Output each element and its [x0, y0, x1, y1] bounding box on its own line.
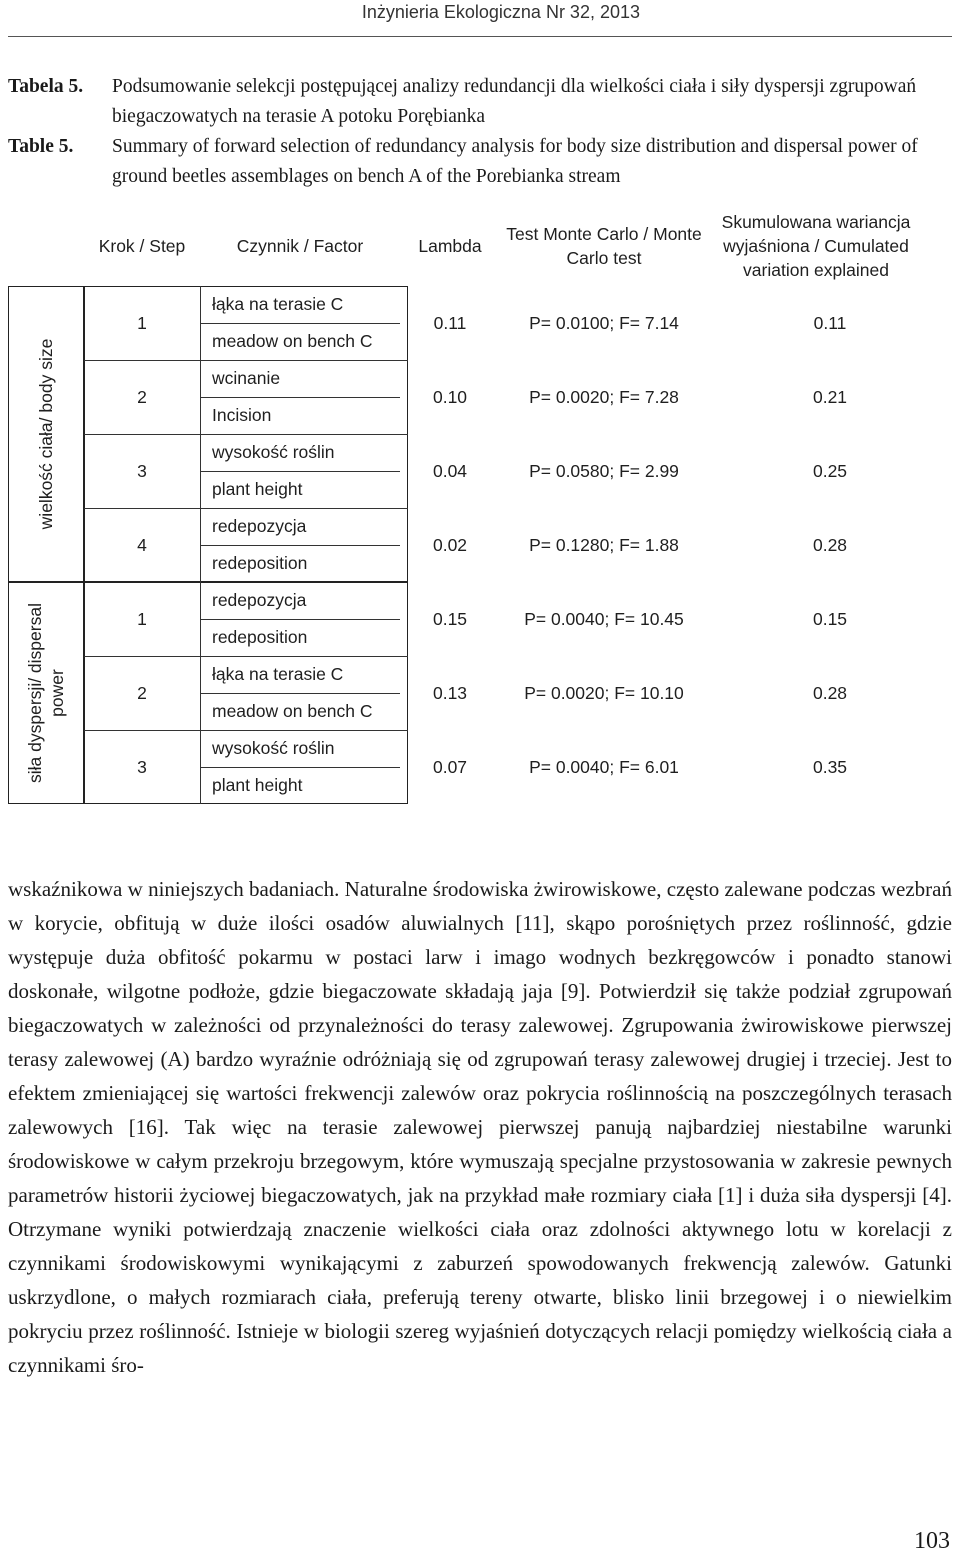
step-factor-divider [200, 286, 201, 582]
monte-carlo-cell: P= 0.0100; F= 7.14 [529, 312, 679, 333]
group-label: wielkość ciała/ body size [36, 338, 56, 530]
group-label: siła dyspersji/ dispersal power [25, 603, 67, 783]
step-cell: 3 [137, 460, 147, 481]
factor-pl-cell: łąka na terasie C [212, 294, 344, 314]
cumulated-cell: 0.21 [812, 386, 848, 407]
lambda-cell: 0.10 [432, 386, 468, 407]
cumulated-cell: 0.25 [812, 460, 848, 481]
row-separator [84, 434, 408, 435]
factor-pl-cell: wysokość roślin [212, 442, 335, 462]
body-paragraph [8, 872, 952, 1382]
lambda-cell: 0.15 [432, 608, 468, 629]
header-monte-carlo: Test Monte Carlo / Monte Carlo test [506, 224, 702, 268]
table-caption-pl [8, 72, 952, 132]
caption-text-en: Summary of forward selection of redundancy analysis for body size distribution and dispersal power of ground beetles assemblages on bench A of the Porebianka stream [112, 136, 918, 187]
row-separator [84, 730, 408, 731]
lambda-cell: 0.07 [432, 756, 468, 777]
monte-carlo-cell: P= 0.0020; F= 7.28 [529, 386, 679, 407]
factor-split-line [200, 471, 400, 472]
factor-en-cell: meadow on bench C [212, 701, 373, 721]
body-paragraph-text: wskaźnikowa w niniejszych badaniach. Naturalne środowiska żwirowiskowe, często zalewane podczas wezbrań w korycie, obfitują w duże ilości osadów aluwialnych [11], skąpo porośniętych przez roślinność, gdzie występuje duża obfitość pokarmu w postaci larw i imago wodnych bezkręgowców i ponadto stanowi doskonałe, wilgotne podłoże, gdzie biegaczowate składają jaja [9]. Potwierdził się także podział zgrupowań biegaczowatych w zależności od przynależności do terasy zalewowej. Zgrupowania żwirowiskowe pierwszej terasy zalewowej (A) bardzo wyraźnie odróżniają się od zgrupowań terasy zalewowej drugiej i trzeciej. Jest to efektem zmieniającej się wartości frekwencji zalewów oraz pokrycia roślinnością na poszczególnych terasach zalewowych [16]. Tak więc na terasie zalewowej pierwszej panują najbardziej niestabilne warunki środowiskowe w całym przekroju brzegowym, które wymuszają specjalne przystosowania w zakresie pewnych parametrów historii życiowej biegaczowatych, jak na przykład małe rozmiary ciała [1] i duża siła dyspersji [4]. Otrzymane wyniki potwierdzają znaczenie wielkości ciała oraz zdolności aktywnego lotu w korelacji z czynnikami środowiskowymi wynikającymi z zaburzeń spowodowanych frekwencją zalewów. Gatunki uskrzydlone, o małych rozmiarach ciała, preferują tereny otwarte, blisko linii brzegowej i o niewielkim pokryciu przez roślinność. Istnieje w biologii szereg wyjaśnień dotyczących relacji pomiędzy wielkością ciała a czynnikami śro- [8, 877, 952, 1377]
row-separator [84, 508, 408, 509]
results-table [8, 206, 952, 802]
lambda-cell: 0.13 [432, 682, 468, 703]
factor-en-cell: plant height [212, 479, 303, 499]
factor-en-cell: plant height [212, 775, 303, 795]
monte-carlo-cell: P= 0.0580; F= 2.99 [529, 460, 679, 481]
page-number: 103 [914, 1528, 950, 1554]
cumulated-cell: 0.11 [813, 312, 847, 333]
table-caption-en [8, 132, 952, 192]
factor-pl-cell: wysokość roślin [212, 738, 335, 758]
row-separator [84, 360, 408, 361]
factor-split-line [200, 693, 400, 694]
lambda-cell: 0.02 [432, 534, 468, 555]
factor-pl-cell: łąka na terasie C [212, 664, 344, 684]
step-cell: 1 [137, 312, 147, 333]
step-cell: 2 [137, 386, 147, 407]
monte-carlo-cell: P= 0.1280; F= 1.88 [529, 534, 679, 555]
cumulated-cell: 0.28 [812, 682, 848, 703]
factor-en-cell: redeposition [212, 627, 308, 647]
monte-carlo-cell: P= 0.0040; F= 10.45 [524, 608, 684, 629]
header-step: Krok / Step [98, 236, 186, 256]
lambda-cell: 0.11 [433, 312, 467, 333]
factor-en-cell: Incision [212, 405, 272, 425]
step-cell: 1 [137, 608, 147, 629]
header-cumulated-variation: Skumulowana wariancja wyjaśniona / Cumulated variation explained [721, 212, 911, 280]
factor-split-line [200, 545, 400, 546]
step-cell: 3 [137, 756, 147, 777]
row-separator [84, 656, 408, 657]
factor-split-line [200, 767, 400, 768]
header-factor: Czynnik / Factor [236, 236, 364, 256]
step-cell: 2 [137, 682, 147, 703]
cumulated-cell: 0.35 [812, 756, 848, 777]
factor-split-line [200, 619, 400, 620]
monte-carlo-cell: P= 0.0040; F= 6.01 [529, 756, 679, 777]
factor-pl-cell: redepozycja [212, 590, 307, 610]
factor-en-cell: redeposition [212, 553, 308, 573]
step-cell: 4 [137, 534, 147, 555]
header-lambda: Lambda [418, 236, 482, 256]
cumulated-cell: 0.15 [812, 608, 848, 629]
caption-label-pl: Tabela 5. [8, 76, 84, 97]
cumulated-cell: 0.28 [812, 534, 848, 555]
header-rule [8, 36, 952, 37]
factor-split-line [200, 323, 400, 324]
factor-pl-cell: wcinanie [212, 368, 281, 388]
monte-carlo-cell: P= 0.0020; F= 10.10 [524, 682, 684, 703]
lambda-cell: 0.04 [432, 460, 468, 481]
running-header: Inżynieria Ekologiczna Nr 32, 2013 [361, 2, 640, 22]
step-factor-divider [200, 582, 201, 804]
factor-split-line [200, 397, 400, 398]
caption-text-pl: Podsumowanie selekcji postępującej analizy redundancji dla wielkości ciała i siły dyspersji zgrupowań biegaczowatych na terasie A potoku Porębianka [112, 76, 917, 127]
factor-pl-cell: redepozycja [212, 516, 307, 536]
factor-en-cell: meadow on bench C [212, 331, 373, 351]
caption-label-en: Table 5. [8, 136, 74, 157]
